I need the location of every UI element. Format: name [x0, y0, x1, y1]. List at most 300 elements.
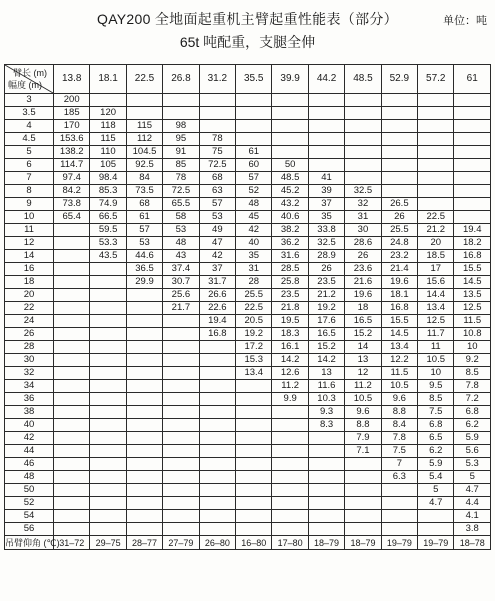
capacity-cell: 15.5 [454, 263, 491, 276]
capacity-cell [308, 432, 344, 445]
capacity-cell [199, 354, 235, 367]
capacity-cell: 19.6 [381, 276, 417, 289]
capacity-cell [272, 107, 308, 120]
capacity-cell: 43 [163, 250, 199, 263]
capacity-cell: 16.8 [381, 302, 417, 315]
table-row [5, 419, 491, 432]
boom-angle-cell: 31–72 [54, 536, 90, 550]
capacity-cell [418, 185, 454, 198]
radius-cell: 40 [5, 419, 54, 432]
capacity-cell [126, 354, 162, 367]
capacity-cell [308, 120, 344, 133]
capacity-cell [345, 146, 381, 159]
capacity-cell: 10 [418, 367, 454, 380]
capacity-cell [126, 380, 162, 393]
capacity-cell: 78 [163, 172, 199, 185]
capacity-cell [54, 419, 90, 432]
capacity-cell: 73.8 [54, 198, 90, 211]
table-row [5, 341, 491, 354]
capacity-cell [272, 419, 308, 432]
capacity-cell [126, 497, 162, 510]
capacity-cell: 18.1 [381, 289, 417, 302]
capacity-cell: 50 [272, 159, 308, 172]
capacity-cell: 21.6 [345, 276, 381, 289]
capacity-cell: 40.6 [272, 211, 308, 224]
capacity-cell [54, 250, 90, 263]
capacity-cell [54, 263, 90, 276]
capacity-cell: 41 [308, 172, 344, 185]
capacity-cell: 53 [163, 224, 199, 237]
capacity-cell [272, 120, 308, 133]
capacity-cell: 7.8 [454, 380, 491, 393]
capacity-cell: 12.6 [272, 367, 308, 380]
radius-cell: 32 [5, 367, 54, 380]
capacity-cell: 11.5 [454, 315, 491, 328]
capacity-cell: 32 [345, 198, 381, 211]
capacity-cell [90, 94, 126, 107]
table-row [5, 406, 491, 419]
table-row [5, 211, 491, 224]
capacity-cell [308, 510, 344, 523]
boom-angle-cell: 28–77 [126, 536, 162, 550]
capacity-cell [308, 484, 344, 497]
capacity-cell [381, 484, 417, 497]
capacity-cell: 11.2 [345, 380, 381, 393]
capacity-cell [54, 393, 90, 406]
radius-cell: 16 [5, 263, 54, 276]
capacity-cell: 85 [163, 159, 199, 172]
capacity-cell: 26.5 [381, 198, 417, 211]
table-row [5, 133, 491, 146]
capacity-cell [199, 94, 235, 107]
capacity-cell: 17.6 [308, 315, 344, 328]
capacity-cell [90, 406, 126, 419]
capacity-cell: 6.2 [418, 445, 454, 458]
capacity-cell [418, 172, 454, 185]
capacity-cell: 6.8 [454, 406, 491, 419]
capacity-cell [199, 107, 235, 120]
table-row [5, 367, 491, 380]
capacity-cell: 28.6 [345, 237, 381, 250]
capacity-cell [236, 458, 272, 471]
capacity-cell: 23.5 [272, 289, 308, 302]
capacity-cell [126, 432, 162, 445]
capacity-cell: 58 [163, 211, 199, 224]
capacity-cell [163, 94, 199, 107]
table-row [5, 328, 491, 341]
capacity-cell: 5 [454, 471, 491, 484]
capacity-cell [236, 471, 272, 484]
boom-angle-cell: 18–79 [308, 536, 344, 550]
capacity-cell: 72.5 [163, 185, 199, 198]
capacity-cell [90, 315, 126, 328]
capacity-cell [54, 354, 90, 367]
capacity-cell: 19.2 [236, 328, 272, 341]
capacity-cell: 20.5 [236, 315, 272, 328]
capacity-cell: 49 [199, 224, 235, 237]
capacity-cell: 6.8 [418, 419, 454, 432]
capacity-cell: 12.2 [381, 354, 417, 367]
capacity-cell [199, 458, 235, 471]
radius-cell: 22 [5, 302, 54, 315]
capacity-cell: 170 [54, 120, 90, 133]
radius-cell: 34 [5, 380, 54, 393]
capacity-cell [345, 523, 381, 536]
boom-length-header: 35.5 [236, 65, 272, 94]
capacity-cell: 35 [308, 211, 344, 224]
capacity-cell [54, 484, 90, 497]
capacity-cell: 10.5 [345, 393, 381, 406]
capacity-cell: 10.8 [454, 328, 491, 341]
capacity-cell: 8.4 [381, 419, 417, 432]
capacity-cell: 12.5 [454, 302, 491, 315]
capacity-cell [345, 497, 381, 510]
capacity-cell: 26 [381, 211, 417, 224]
table-row [5, 120, 491, 133]
capacity-cell [345, 159, 381, 172]
capacity-cell: 7.5 [381, 445, 417, 458]
capacity-cell: 23.2 [381, 250, 417, 263]
capacity-cell [126, 471, 162, 484]
capacity-cell [126, 419, 162, 432]
capacity-cell [236, 523, 272, 536]
capacity-cell [126, 393, 162, 406]
capacity-cell [54, 289, 90, 302]
capacity-cell: 4.1 [454, 510, 491, 523]
capacity-cell: 25.5 [381, 224, 417, 237]
table-row [5, 107, 491, 120]
capacity-cell: 6.3 [381, 471, 417, 484]
capacity-cell: 45 [236, 211, 272, 224]
capacity-cell [54, 237, 90, 250]
capacity-cell: 5.9 [454, 432, 491, 445]
capacity-cell [345, 120, 381, 133]
capacity-cell [163, 393, 199, 406]
boom-length-header: 13.8 [54, 65, 90, 94]
capacity-cell: 97.4 [54, 172, 90, 185]
capacity-cell [272, 133, 308, 146]
radius-cell: 12 [5, 237, 54, 250]
capacity-cell: 14.5 [381, 328, 417, 341]
capacity-cell [126, 107, 162, 120]
capacity-cell [381, 185, 417, 198]
capacity-cell [236, 120, 272, 133]
capacity-cell: 98 [163, 120, 199, 133]
capacity-cell [163, 419, 199, 432]
capacity-cell [199, 393, 235, 406]
capacity-cell [90, 484, 126, 497]
capacity-cell: 4.7 [454, 484, 491, 497]
capacity-cell: 9.6 [345, 406, 381, 419]
table-row [5, 250, 491, 263]
capacity-cell [163, 445, 199, 458]
boom-angle-cell: 19–79 [418, 536, 454, 550]
radius-cell: 5 [5, 146, 54, 159]
capacity-cell: 120 [90, 107, 126, 120]
radius-cell: 7 [5, 172, 54, 185]
capacity-cell: 4.4 [454, 497, 491, 510]
radius-cell: 48 [5, 471, 54, 484]
capacity-cell: 13 [345, 354, 381, 367]
boom-angle-cell: 26–80 [199, 536, 235, 550]
capacity-cell [272, 497, 308, 510]
radius-cell: 20 [5, 289, 54, 302]
table-row [5, 94, 491, 107]
capacity-cell: 14.2 [272, 354, 308, 367]
capacity-cell [199, 380, 235, 393]
capacity-cell [54, 445, 90, 458]
capacity-cell: 8.5 [418, 393, 454, 406]
capacity-cell: 7 [381, 458, 417, 471]
capacity-cell [454, 94, 491, 107]
table-row [5, 510, 491, 523]
capacity-cell: 13 [308, 367, 344, 380]
capacity-cell: 9.5 [418, 380, 454, 393]
capacity-cell: 13.4 [418, 302, 454, 315]
capacity-cell: 68 [126, 198, 162, 211]
table-row [5, 380, 491, 393]
capacity-cell: 17 [418, 263, 454, 276]
capacity-cell [90, 263, 126, 276]
capacity-cell [308, 445, 344, 458]
capacity-cell: 31.6 [272, 250, 308, 263]
capacity-cell [236, 484, 272, 497]
capacity-cell [163, 510, 199, 523]
capacity-cell: 23.5 [308, 276, 344, 289]
radius-cell: 42 [5, 432, 54, 445]
capacity-cell: 18.3 [272, 328, 308, 341]
capacity-cell [199, 497, 235, 510]
radius-cell: 30 [5, 354, 54, 367]
capacity-cell [163, 354, 199, 367]
capacity-cell: 10.3 [308, 393, 344, 406]
radius-cell: 14 [5, 250, 54, 263]
radius-cell: 8 [5, 185, 54, 198]
radius-cell: 4 [5, 120, 54, 133]
capacity-cell: 85.3 [90, 185, 126, 198]
capacity-cell [381, 146, 417, 159]
capacity-cell [236, 445, 272, 458]
capacity-cell [236, 107, 272, 120]
capacity-cell [236, 393, 272, 406]
capacity-cell [345, 484, 381, 497]
capacity-cell: 53.3 [90, 237, 126, 250]
capacity-cell: 9.3 [308, 406, 344, 419]
capacity-cell [381, 497, 417, 510]
capacity-cell: 47 [199, 237, 235, 250]
capacity-cell: 16.5 [308, 328, 344, 341]
capacity-cell: 185 [54, 107, 90, 120]
capacity-cell: 22.6 [199, 302, 235, 315]
capacity-cell: 65.4 [54, 211, 90, 224]
capacity-cell [54, 510, 90, 523]
capacity-cell: 10 [454, 341, 491, 354]
capacity-cell: 25.8 [272, 276, 308, 289]
capacity-cell [308, 146, 344, 159]
capacity-cell: 42 [199, 250, 235, 263]
table-row [5, 302, 491, 315]
table-row [5, 445, 491, 458]
capacity-cell [126, 341, 162, 354]
capacity-cell [126, 523, 162, 536]
capacity-cell [454, 172, 491, 185]
boom-length-header: 22.5 [126, 65, 162, 94]
capacity-cell [381, 107, 417, 120]
capacity-cell [272, 432, 308, 445]
capacity-cell: 21.2 [308, 289, 344, 302]
capacity-cell: 7.8 [381, 432, 417, 445]
capacity-cell: 48 [236, 198, 272, 211]
boom-length-header: 44.2 [308, 65, 344, 94]
capacity-cell [272, 523, 308, 536]
capacity-cell: 48.5 [272, 172, 308, 185]
capacity-cell: 10.5 [381, 380, 417, 393]
capacity-cell: 16.1 [272, 341, 308, 354]
capacity-cell: 14.4 [418, 289, 454, 302]
capacity-cell [54, 302, 90, 315]
table-row [5, 315, 491, 328]
capacity-cell [90, 432, 126, 445]
capacity-cell [163, 523, 199, 536]
capacity-cell [54, 458, 90, 471]
capacity-cell: 115 [126, 120, 162, 133]
capacity-cell [54, 367, 90, 380]
capacity-cell [272, 445, 308, 458]
capacity-cell: 30 [345, 224, 381, 237]
capacity-cell: 8.3 [308, 419, 344, 432]
capacity-cell: 65.5 [163, 198, 199, 211]
capacity-cell: 72.5 [199, 159, 235, 172]
capacity-cell [199, 432, 235, 445]
capacity-cell [90, 393, 126, 406]
radius-cell: 26 [5, 328, 54, 341]
radius-cell: 52 [5, 497, 54, 510]
capacity-cell [126, 94, 162, 107]
capacity-cell: 92.5 [126, 159, 162, 172]
capacity-cell [126, 315, 162, 328]
table-row [5, 289, 491, 302]
capacity-cell: 43.5 [90, 250, 126, 263]
capacity-cell: 52 [236, 185, 272, 198]
capacity-cell: 7.5 [418, 406, 454, 419]
table-row [5, 471, 491, 484]
capacity-cell: 19.4 [199, 315, 235, 328]
capacity-cell [126, 367, 162, 380]
capacity-cell: 21.7 [163, 302, 199, 315]
capacity-cell: 13.5 [454, 289, 491, 302]
capacity-cell [454, 146, 491, 159]
capacity-cell [418, 107, 454, 120]
boom-length-header: 26.8 [163, 65, 199, 94]
capacity-cell [126, 510, 162, 523]
capacity-cell [163, 341, 199, 354]
capacity-cell: 19.5 [272, 315, 308, 328]
capacity-cell [54, 523, 90, 536]
capacity-cell [345, 471, 381, 484]
capacity-cell [345, 510, 381, 523]
capacity-cell [345, 133, 381, 146]
capacity-cell: 21.8 [272, 302, 308, 315]
capacity-cell: 19.6 [345, 289, 381, 302]
capacity-cell [90, 354, 126, 367]
radius-cell: 6 [5, 159, 54, 172]
radius-cell: 50 [5, 484, 54, 497]
capacity-cell: 31.7 [199, 276, 235, 289]
capacity-cell [418, 133, 454, 146]
capacity-cell: 75 [199, 146, 235, 159]
header-row [5, 65, 491, 94]
capacity-cell: 112 [126, 133, 162, 146]
radius-cell: 44 [5, 445, 54, 458]
table-row [5, 432, 491, 445]
capacity-cell: 114.7 [54, 159, 90, 172]
capacity-cell: 15.2 [308, 341, 344, 354]
capacity-cell: 16.8 [454, 250, 491, 263]
capacity-cell [381, 120, 417, 133]
boom-length-header: 39.9 [272, 65, 308, 94]
capacity-cell: 36.5 [126, 263, 162, 276]
capacity-cell [308, 497, 344, 510]
table-row [5, 263, 491, 276]
unit-label: 单位：吨 [443, 15, 487, 27]
capacity-cell: 26 [308, 263, 344, 276]
capacity-cell: 13.4 [381, 341, 417, 354]
capacity-cell [454, 133, 491, 146]
capacity-cell: 24.8 [381, 237, 417, 250]
capacity-cell [272, 146, 308, 159]
capacity-cell: 37 [308, 198, 344, 211]
load-chart-table [4, 64, 491, 550]
radius-cell: 11 [5, 224, 54, 237]
capacity-cell [199, 523, 235, 536]
capacity-cell: 48 [163, 237, 199, 250]
capacity-cell [345, 172, 381, 185]
capacity-cell [272, 94, 308, 107]
boom-length-header: 57.2 [418, 65, 454, 94]
capacity-cell [381, 94, 417, 107]
capacity-cell: 60 [236, 159, 272, 172]
capacity-cell: 15.6 [418, 276, 454, 289]
capacity-cell [54, 432, 90, 445]
capacity-cell [418, 120, 454, 133]
capacity-cell: 78 [199, 133, 235, 146]
capacity-cell [54, 406, 90, 419]
capacity-cell: 59.5 [90, 224, 126, 237]
capacity-cell [199, 471, 235, 484]
capacity-cell [126, 289, 162, 302]
boom-angle-cell: 18–79 [345, 536, 381, 550]
capacity-cell: 26.6 [199, 289, 235, 302]
capacity-cell [90, 523, 126, 536]
capacity-cell [381, 510, 417, 523]
table-row [5, 172, 491, 185]
capacity-cell [454, 185, 491, 198]
capacity-cell [418, 146, 454, 159]
table-row [5, 484, 491, 497]
capacity-cell: 12.5 [418, 315, 454, 328]
capacity-cell [236, 432, 272, 445]
boom-angle-cell: 16–80 [236, 536, 272, 550]
capacity-cell: 15.2 [345, 328, 381, 341]
capacity-cell: 32.5 [308, 237, 344, 250]
capacity-cell [454, 198, 491, 211]
capacity-cell: 16.8 [199, 328, 235, 341]
capacity-cell: 68 [199, 172, 235, 185]
boom-length-header: 18.1 [90, 65, 126, 94]
capacity-cell: 25.6 [163, 289, 199, 302]
boom-angle-cell: 18–78 [454, 536, 491, 550]
capacity-cell: 57 [236, 172, 272, 185]
